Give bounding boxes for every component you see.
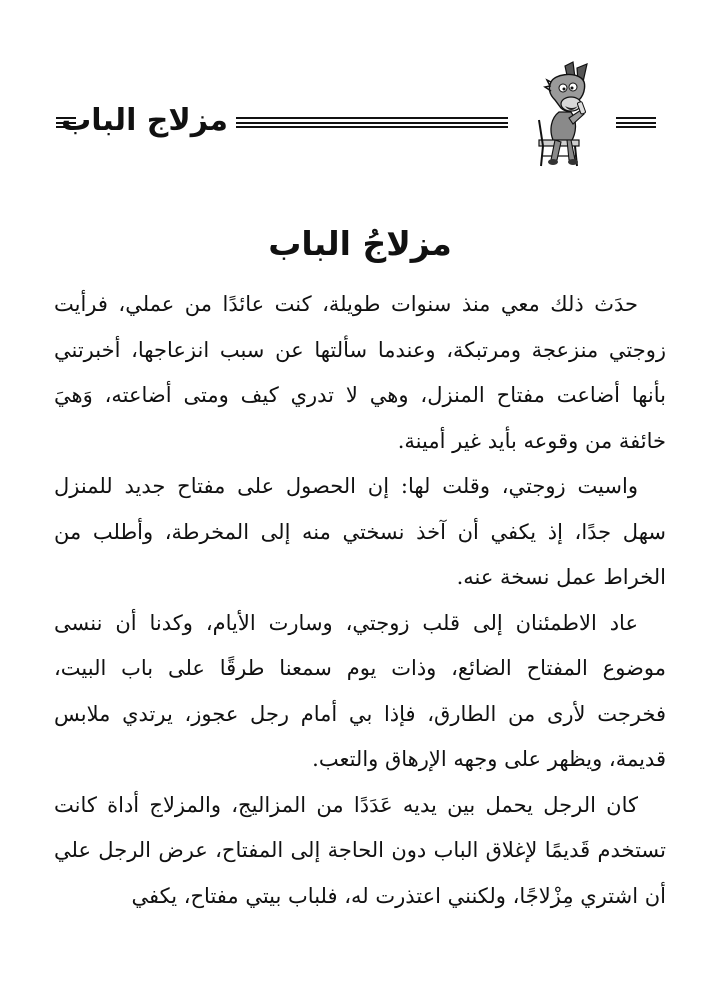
- section-title: مزلاجُ الباب: [268, 224, 452, 263]
- running-title: مزلاج الباب: [61, 103, 228, 138]
- header-rule-right: [616, 117, 656, 128]
- paragraph: حدَث ذلك معي منذ سنوات طويلة، كنت عائدًا من عملي، فرأيت زوجتي منزعجة ومرتبكة، وعندما سألتها عن سبب انزعاجها، أخبرتني بأنها أضاعت مفتاح المنزل، وهي لا تدري كيف ومتى أضاعته، وَهيَ خائفة من وقوعه بأيد غير أمينة.: [54, 292, 666, 453]
- header-rule-middle: [236, 117, 508, 128]
- paragraph: كان الرجل يحمل بين يديه عَدَدًا من المزاليج، والمزلاج أداة كانت تستخدم قَديمًا لإغلاق الباب دون الحاجة إلى المفتاح، عرض الرجل علي أن اشتري مِزْلاجًا، ولكنني اعتذرت له، فلباب بيتي مفتاح، يكفي: [54, 792, 666, 908]
- story-body: [54, 282, 666, 919]
- running-header: [56, 60, 668, 170]
- donkey-mascot-icon: [521, 60, 601, 170]
- paragraph: عاد الاطمئنان إلى قلب زوجتي، وسارت الأيام، وكدنا أن ننسى موضوع المفتاح الضائع، وذات يوم سمعنا طرقًا على باب البيت، فخرجت لأرى من الطارق، فإذا بي أمام رجل عجوز، يرتدي ملابس قديمة، ويظهر على وجهه الإرهاق والتعب.: [54, 610, 666, 771]
- paragraph: واسيت زوجتي، وقلت لها: إن الحصول على مفتاح جديد للمنزل سهل جدًا، إذ يكفي أن آخذ نسختي منه إلى المخرطة، وأطلب من الخراط عمل نسخة عنه.: [54, 474, 666, 589]
